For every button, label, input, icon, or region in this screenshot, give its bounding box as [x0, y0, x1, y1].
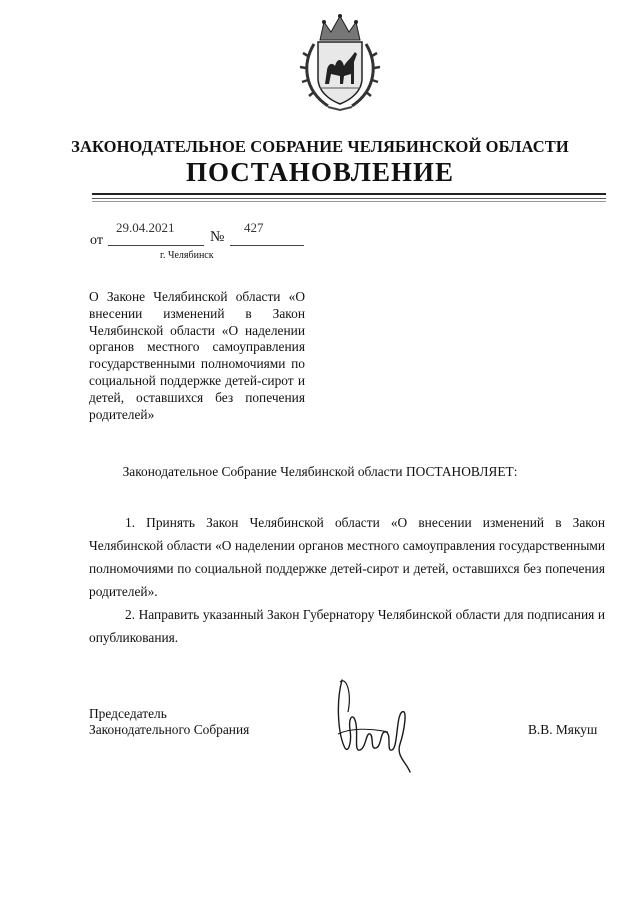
signer-position [89, 706, 249, 738]
header-divider-thick [92, 193, 606, 195]
number-underline [230, 245, 304, 246]
header-divider-light [92, 201, 606, 202]
document-type-heading: ПОСТАНОВЛЕНИЕ [185, 157, 455, 187]
coat-of-arms-emblem [298, 12, 382, 112]
number-label: № [210, 229, 225, 245]
signer-position-line-1: Председатель [89, 706, 167, 721]
header-divider-thin [92, 198, 606, 199]
date-underline [108, 245, 204, 246]
organization-title: ЗАКОНОДАТЕЛЬНОЕ СОБРАНИЕ ЧЕЛЯБИНСКОЙ ОБЛАСТИ [71, 137, 569, 156]
document-number: 427 [244, 220, 264, 235]
signer-name: В.В. Мякуш [528, 722, 598, 737]
resolution-item-1: 1. Принять Закон Челябинской области «О внесении изменений в Закон Челябинской области «О наделении органов местного самоуправления государственными полномочиями по социальной поддержке детей-сирот и детей, оставшихся без попечения родителей». [89, 515, 605, 599]
city-label: г. Челябинск [160, 250, 214, 261]
resolution-item-2: 2. Направить указанный Закон Губернатору Челябинской области для подписания и опубликования. [89, 607, 605, 645]
date-prefix-label: от [90, 233, 103, 248]
document-date: 29.04.2021 [116, 220, 175, 235]
signer-position-line-2: Законодательного Собрания [89, 722, 250, 737]
document-subject: О Законе Челябинской области «О внесении изменений в Закон Челябинской области «О наделении органов местного самоуправления государственными полномочиями по социальной поддержке детей-сирот и детей, оставшихся без попечения родителей» [89, 289, 305, 422]
preamble-text: Законодательное Собрание Челябинской области ПОСТАНОВЛЯЕТ: [122, 464, 518, 479]
handwritten-signature [330, 672, 422, 776]
